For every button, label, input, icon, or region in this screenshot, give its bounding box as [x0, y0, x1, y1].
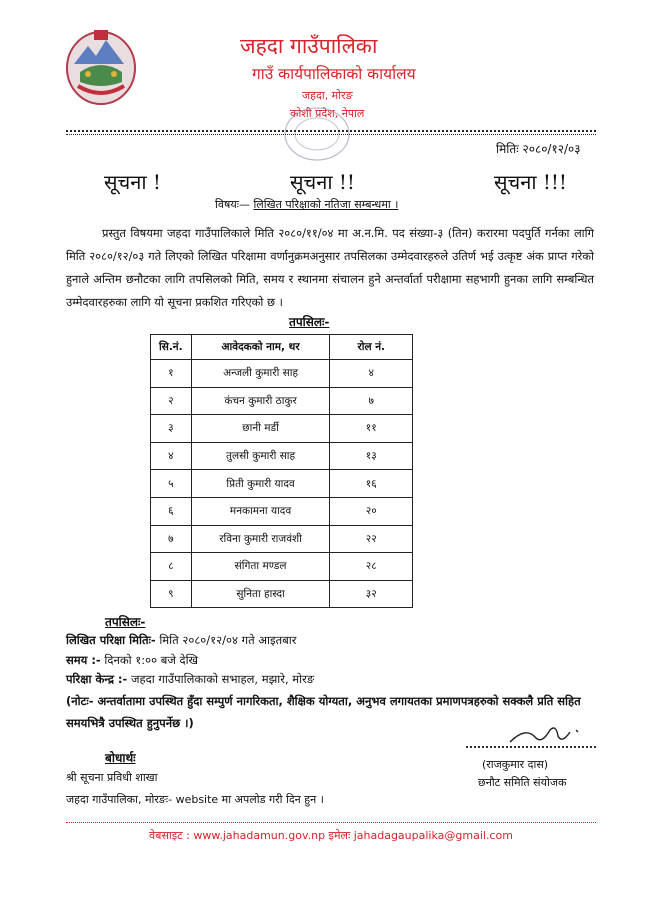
serial-cell: ४ [151, 442, 192, 470]
candidate-table [150, 334, 413, 608]
subject-line [215, 197, 398, 212]
body-paragraph: प्रस्तुत विषयमा जहदा गाउँपालिकाले मिति २०८०/११/०४ मा अ.न.मि. पद संख्या-३ (तिन) करारमा पदपुर्ति गर्नका लागि मिति २०८०/१२/०३ गते लिएको लिखित परिक्षामा वर्णानुक्रमअनुसार तपसिलका उम्मेदवारहरुले उतिर्ण भई उत्कृष्ट अंक प्राप्त गरेको हुनाले अन्तिम छनौटका लागि तपसिलको मिति, समय र स्थानमा संचालन हुने अन्तर्वार्ता परीक्षामा सहभागी हुनका लागि सम्बन्धित उम्मेदवारहरुका लागि यो सूचना प्रकशित गरिएको छ । [66, 226, 594, 309]
table-row [151, 470, 413, 498]
subject-text: लिखित परिक्षाको नतिजा सम्बन्धमा । [253, 198, 399, 211]
serial-cell: ८ [151, 553, 192, 581]
roll-cell: २० [330, 497, 413, 525]
name-cell: प्रिती कुमारी यादव [191, 470, 330, 498]
roll-cell: ४ [330, 360, 413, 388]
roll-cell: २२ [330, 525, 413, 553]
serial-cell: ७ [151, 525, 192, 553]
exam-time-value: दिनको १:०० बजे देखि [104, 653, 199, 667]
note-text: (नोटः- अन्तर्वातामा उपस्थित हुँदा सम्पुर्ण नागरिकता, शैक्षिक योग्यता, अनुभव लगायतका प्रमाणपत्रहरुको सक्कलै प्रति सहित समयभित्रै उपस्थित हुनुपर्नेछ ।) [66, 694, 581, 730]
name-cell: छानी मर्डी [191, 415, 330, 443]
signature-line [466, 746, 596, 748]
office-province-line: कोशी प्रदेश, नेपाल [290, 107, 365, 120]
info-heading: बोधार्थः [105, 751, 136, 765]
notice-date: मितिः २०८०/१२/०३ [496, 142, 581, 156]
table-heading: तपसिलः- [289, 315, 330, 329]
notice-heading-2: सूचना !! [290, 170, 355, 194]
footer-divider [66, 822, 596, 823]
office-name-title: जहदा गाउँपालिका [240, 34, 378, 58]
nepal-emblem-icon [64, 24, 138, 106]
info-recipient: श्री सूचना प्रविधी शाखा [66, 771, 158, 784]
exam-center-value: जहदा गाउँपालिकाको सभाहल, मझारे, मोरङ [130, 672, 315, 686]
name-cell: तुलसी कुमारी साह [191, 442, 330, 470]
table-row [151, 415, 413, 443]
roll-cell: ७ [330, 387, 413, 415]
roll-cell: ११ [330, 415, 413, 443]
header-name: आवेदकको नाम, थर [191, 335, 330, 360]
header-divider-thin [66, 134, 596, 135]
office-subtitle: गाउँ कार्यपालिकाको कार्यालय [252, 65, 416, 83]
table-row [151, 387, 413, 415]
signatory-title: छनौट समिति संयोजक [478, 776, 567, 789]
serial-cell: २ [151, 387, 192, 415]
signatory-name: (राजकुमार दास) [482, 758, 549, 771]
name-cell: मनकामना यादव [191, 497, 330, 525]
signature-scribble [506, 722, 586, 748]
footer-contact: वेबसाइट : www.jahadamun.gov.np इमेलः jahadagaupalika@gmail.com [149, 829, 513, 842]
serial-cell: ९ [151, 580, 192, 608]
exam-date-label: लिखित परिक्षा मितिः- [66, 633, 156, 647]
name-cell: अन्जली कुमारी साह [191, 360, 330, 388]
roll-cell: ३२ [330, 580, 413, 608]
name-cell: कंचन कुमारी ठाकुर [191, 387, 330, 415]
table-header-row [151, 335, 413, 360]
table-row [151, 553, 413, 581]
table-row [151, 497, 413, 525]
serial-cell: १ [151, 360, 192, 388]
header-roll: रोल नं. [330, 335, 413, 360]
roll-cell: १६ [330, 470, 413, 498]
exam-date-value: मिति २०८०/१२/०४ गते आइतबार [159, 633, 297, 647]
exam-time-label: समय :- [66, 653, 101, 667]
subject-prefix: विषयः— [215, 198, 250, 211]
header-serial: सि.नं. [151, 335, 192, 360]
roll-cell: १३ [330, 442, 413, 470]
details-heading: तपसिलः- [105, 615, 146, 629]
table-row [151, 442, 413, 470]
name-cell: सुनिता हास्दा [191, 580, 330, 608]
table-row [151, 360, 413, 388]
serial-cell: ५ [151, 470, 192, 498]
table-row [151, 580, 413, 608]
exam-date-line [66, 633, 297, 648]
notice-heading-3: सूचना !!! [494, 170, 567, 194]
name-cell: संगिता मण्डल [191, 553, 330, 581]
serial-cell: ३ [151, 415, 192, 443]
table-row [151, 525, 413, 553]
office-address-line: जहदा, मोरङ [302, 89, 353, 102]
header-divider [66, 130, 596, 132]
notice-heading-1: सूचना ! [104, 170, 161, 194]
exam-time-line [66, 653, 198, 668]
exam-center-label: परिक्षा केन्द्र :- [66, 672, 128, 686]
roll-cell: २८ [330, 553, 413, 581]
info-instruction: जहदा गाउँपालिका, मोरङः- website मा अपलोड गरी दिन हुन । [66, 793, 324, 806]
name-cell: रविना कुमारी राजवंशी [191, 525, 330, 553]
serial-cell: ६ [151, 497, 192, 525]
exam-center-line [66, 672, 314, 687]
